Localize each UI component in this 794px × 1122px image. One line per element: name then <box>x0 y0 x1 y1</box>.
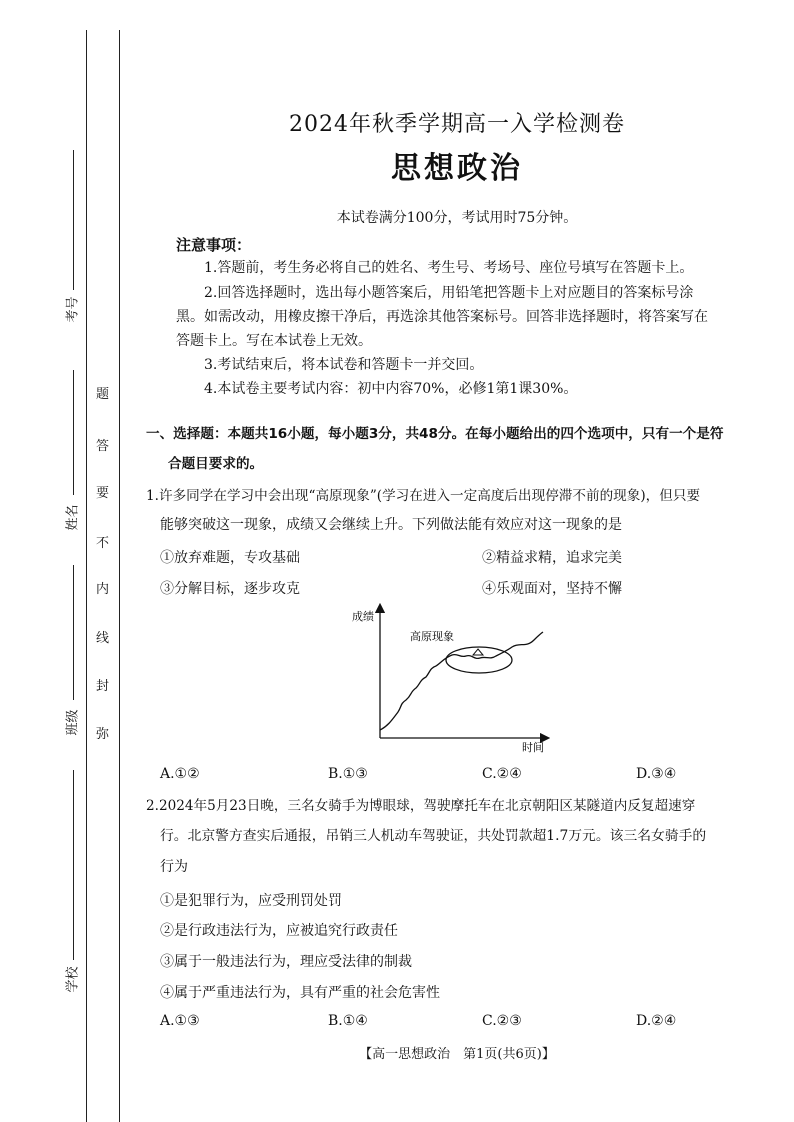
notice-item-1: 1.答题前，考生务必将自己的姓名、考生号、考场号、座位号填写在答题卡上。 <box>204 260 694 276</box>
seal-char-1: 题 <box>96 387 110 402</box>
seal-char-8: 弥 <box>96 727 110 742</box>
seal-char-7: 封 <box>96 679 110 694</box>
q1-choice-d[interactable]: D.③④ <box>636 766 677 782</box>
q1-choice-a[interactable]: A.①② <box>160 766 200 782</box>
school-label: 学校 <box>65 966 81 993</box>
notice-item-2: 2.回答选择题时，选出每小题答案后，用铅笔把答题卡上对应题目的答案标号涂 <box>204 285 694 301</box>
q2-choice-d[interactable]: D.②④ <box>636 1013 677 1029</box>
seal-char-6: 线 <box>96 631 110 646</box>
seal-char-4: 不 <box>96 536 110 551</box>
q1-choice-c[interactable]: C.②④ <box>482 766 522 782</box>
notice-item-2-cont2: 答题卡上。写在本试卷上无效。 <box>176 333 372 349</box>
section1-heading-cont: 合题目要求的。 <box>168 456 264 472</box>
q2-choice-c[interactable]: C.②③ <box>482 1013 522 1029</box>
q1-figure-curve <box>380 632 543 730</box>
section1-heading: 一、选择题：本题共16小题，每小题3分，共48分。在每小题给出的四个选项中，只有一个是符 <box>146 426 724 442</box>
q1-statement-3: ③分解目标，逐步攻克 <box>160 581 300 597</box>
q1-figure-y-label: 成绩 <box>352 610 374 623</box>
q1-plateau-figure <box>340 600 570 760</box>
q2-statement-3: ③属于一般违法行为，理应受法律的制裁 <box>160 954 412 970</box>
class-label: 班级 <box>65 709 81 736</box>
q1-figure-x-label: 时间 <box>522 741 544 754</box>
q1-stem-line1: 1.许多同学在学习中会出现“高原现象”(学习在进入一定高度后出现停滞不前的现象)，但只要 <box>146 488 701 504</box>
margin-line-outer <box>86 30 87 1122</box>
exam-title: 2024年秋季学期高一入学检测卷 <box>289 112 625 137</box>
page-footer: 【高一思想政治 第1页(共6页)】 <box>359 1047 555 1062</box>
seal-char-2: 答 <box>96 439 110 454</box>
q1-statement-1: ①放弃难题，专攻基础 <box>160 550 300 566</box>
q1-stem-line2: 能够突破这一现象，成绩又会继续上升。下列做法能有效应对这一现象的是 <box>160 517 622 533</box>
notice-item-3: 3.考试结束后，将本试卷和答题卡一并交回。 <box>204 357 484 373</box>
notice-item-4: 4.本试卷主要考试内容：初中内容70%，必修1第1课30%。 <box>204 381 578 397</box>
notice-heading: 注意事项： <box>176 236 252 254</box>
subject-title: 思想政治 <box>391 151 523 186</box>
class-blank <box>73 565 74 700</box>
q2-stem-line1: 2.2024年5月23日晚，三名女骑手为博眼球，驾驶摩托车在北京朝阳区某隧道内反复超速穿 <box>146 798 696 814</box>
q1-figure-annotation: 高原现象 <box>410 630 454 643</box>
exam-info: 本试卷满分100分，考试用时75分钟。 <box>336 210 578 226</box>
school-blank <box>73 770 74 960</box>
name-label: 姓名 <box>65 504 81 531</box>
q2-stem-line2: 行。北京警方查实后通报，吊销三人机动车驾驶证，共处罚款超1.7万元。该三名女骑手的 <box>160 828 707 844</box>
q2-statement-2: ②是行政违法行为，应被追究行政责任 <box>160 923 398 939</box>
q1-statement-2: ②精益求精，追求完美 <box>482 550 622 566</box>
q1-choice-b[interactable]: B.①③ <box>328 766 368 782</box>
seal-char-5: 内 <box>96 582 110 597</box>
exam-no-label: 考号 <box>65 296 81 323</box>
q1-statement-4: ④乐观面对，坚持不懈 <box>482 581 622 597</box>
q2-stem-line3: 行为 <box>160 859 188 875</box>
q2-choice-a[interactable]: A.①③ <box>160 1013 200 1029</box>
q2-choice-b[interactable]: B.①④ <box>328 1013 368 1029</box>
notice-item-2-cont: 黑。如需改动，用橡皮擦干净后，再选涂其他答案标号。回答非选择题时，将答案写在 <box>176 309 708 325</box>
q2-statement-1: ①是犯罪行为，应受刑罚处罚 <box>160 893 342 909</box>
q2-statement-4: ④属于严重违法行为，具有严重的社会危害性 <box>160 985 440 1001</box>
name-blank <box>73 370 74 495</box>
margin-line-inner <box>119 30 120 1122</box>
seal-char-3: 要 <box>96 486 110 501</box>
q1-figure-plateau-marker <box>473 649 483 655</box>
